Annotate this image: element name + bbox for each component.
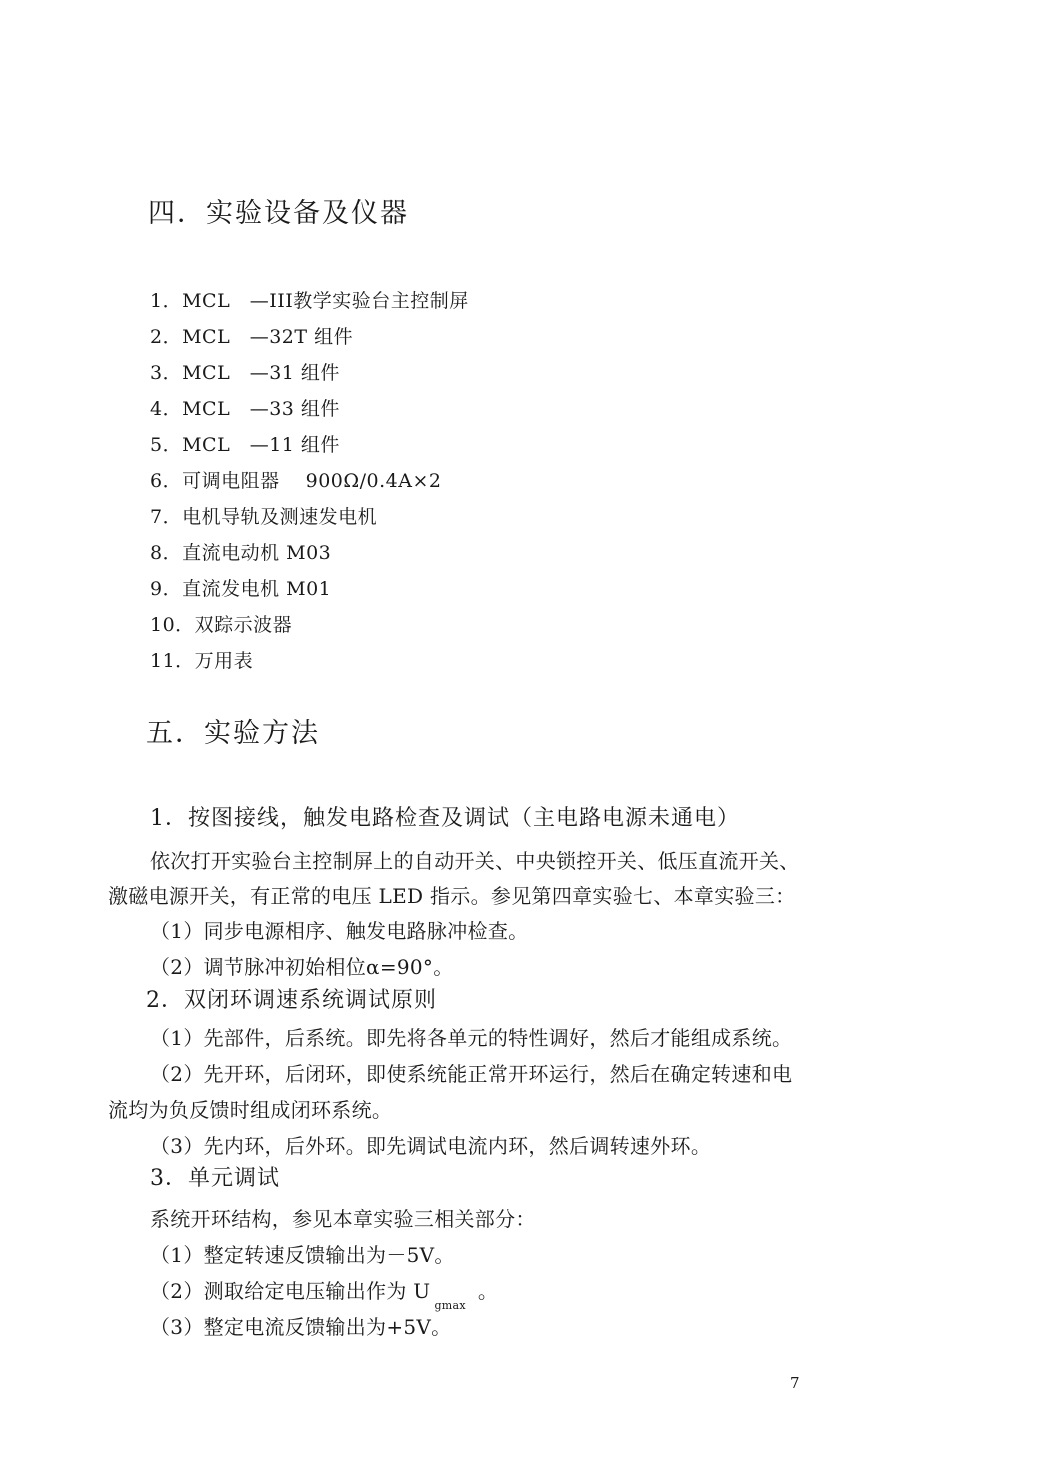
step-1-title: 1．按图接线，触发电路检查及调试（主电路电源未通电） [150,806,740,831]
list-item: 11．万用表 [150,650,254,672]
step-2-title: 2．双闭环调速系统调试原则 [146,988,437,1013]
list-item: 10．双踪示波器 [150,614,293,636]
list-item: 5．MCL —11 组件 [150,434,340,456]
step-3-intro: 系统开环结构，参见本章实验三相关部分： [150,1207,536,1231]
list-item: 6．可调电阻器 900Ω/0.4A×2 [150,470,442,492]
step-3-sub-2-text: （2）测取给定电压输出作为 U [150,1279,431,1303]
step-2-principle-3: （3）先内环，后外环。即先调试电流内环，然后调转速外环。 [150,1134,712,1158]
step-3-sub-2-end: 。 [477,1279,499,1303]
paragraph-line: 依次打开实验台主控制屏上的自动开关、中央锁控开关、低压直流开关、 [150,849,800,873]
subscript-gmax: gmax [434,1299,466,1312]
list-item: 8．直流电动机 M03 [150,542,332,564]
step-2-principle-2: （2）先开环，后闭环，即使系统能正常开环运行，然后在确定转速和电 [150,1062,793,1086]
step-1-sub-2: （2）调节脉冲初始相位α=90°。 [150,955,454,979]
page-number: 7 [790,1374,800,1392]
list-item: 7．电机导轨及测速发电机 [150,506,378,528]
list-item: 2．MCL —32T 组件 [150,326,354,348]
section-4-heading: 四．实验设备及仪器 [148,198,409,229]
list-item: 1．MCL —III教学实验台主控制屏 [150,290,469,312]
list-item: 9．直流发电机 M01 [150,578,332,600]
step-3-sub-3: （3）整定电流反馈输出为+5V。 [150,1315,452,1339]
section-5-heading: 五．实验方法 [146,718,320,749]
step-3-sub-2 [150,1275,499,1312]
step-1-sub-1: （1）同步电源相序、触发电路脉冲检查。 [150,919,529,943]
list-item: 4．MCL —33 组件 [150,398,340,420]
step-3-sub-1: （1）整定转速反馈输出为－5V。 [150,1243,455,1267]
paragraph-line: 激磁电源开关，有正常的电压 LED 指示。参见第四章实验七、本章实验三： [108,884,796,908]
step-2-principle-1: （1）先部件，后系统。即先将各单元的特性调好，然后才能组成系统。 [150,1026,793,1050]
list-item: 3．MCL —31 组件 [150,362,340,384]
step-3-title: 3．单元调试 [150,1166,280,1191]
paragraph-line: 流均为负反馈时组成闭环系统。 [108,1098,393,1122]
